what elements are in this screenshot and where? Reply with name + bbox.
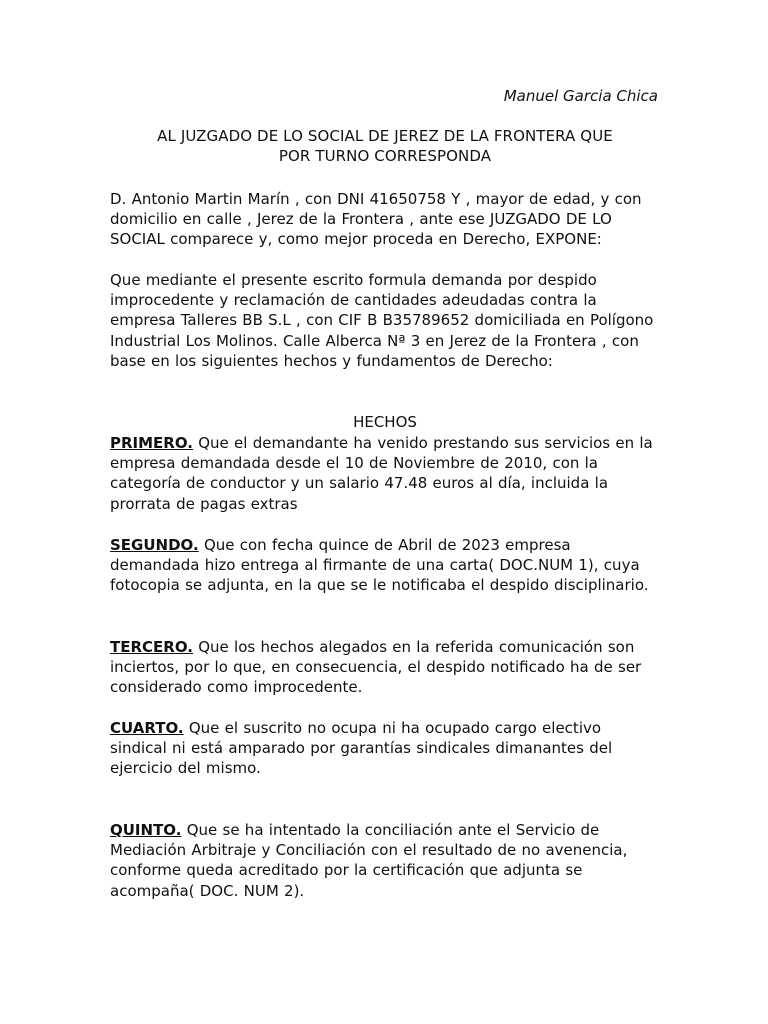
intro-paragraph: D. Antonio Martin Marín , con DNI 41650758 Y , mayor de edad, y con domicilio en calle , Jerez de la Frontera , ante ese JUZGADO DE LO SOCIAL comparece y, como mejor proceda en Derecho, EXPONE: xyxy=(110,190,642,249)
fact-segundo xyxy=(110,535,660,596)
fact-quinto xyxy=(110,820,660,901)
author-name: Manuel Garcia Chica xyxy=(503,87,658,105)
claim-paragraph: Que mediante el presente escrito formula demanda por despido improcedente y reclamación de cantidades adeudadas contra la empresa Talleres BB S.L , con CIF B B35789652 domiciliada en Polígono Industrial Los Molinos. Calle Alberca Nª 3 en Jerez de la Frontera , con base en los siguientes hechos y fundamentos de Derecho: xyxy=(110,271,654,370)
fact-label: QUINTO. xyxy=(110,821,182,839)
fact-label: SEGUNDO. xyxy=(110,536,199,554)
fact-text: Que el suscrito no ocupa ni ha ocupado cargo electivo sindical ni está amparado por garantías sindicales dimanantes del ejercicio del mismo. xyxy=(110,719,613,778)
fact-cuarto xyxy=(110,718,660,779)
court-heading-line-2: POR TURNO CORRESPONDA xyxy=(278,147,492,165)
facts-title: HECHOS xyxy=(353,413,417,431)
fact-text: Que se ha intentado la conciliación ante el Servicio de Mediación Arbitraje y Conciliación con el resultado de no avenencia, conforme queda acreditado por la certificación que adjunta se acompaña( DOC. NUM 2). xyxy=(110,821,628,900)
fact-text: Que el demandante ha venido prestando sus servicios en la empresa demandada desde el 10 de Noviembre de 2010, con la categoría de conductor y un salario 47.48 euros al día, incluida la prorrata de pagas extras xyxy=(110,434,653,513)
fact-label: CUARTO. xyxy=(110,719,184,737)
fact-text: Que los hechos alegados en la referida comunicación son inciertos, por lo que, en consecuencia, el despido notificado ha de ser considerado como improcedente. xyxy=(110,638,642,697)
fact-primero xyxy=(110,433,660,514)
fact-label: PRIMERO. xyxy=(110,434,193,452)
document-page xyxy=(110,0,660,1024)
fact-text: Que con fecha quince de Abril de 2023 empresa demandada hizo entrega al firmante de una carta( DOC.NUM 1), cuya fotocopia se adjunta, en la que se le notificaba el despido disciplinario. xyxy=(110,536,649,595)
court-heading-line-1: AL JUZGADO DE LO SOCIAL DE JEREZ DE LA FRONTERA QUE xyxy=(157,127,613,145)
fact-tercero xyxy=(110,637,660,698)
fact-label: TERCERO. xyxy=(110,638,193,656)
court-heading xyxy=(110,126,660,166)
